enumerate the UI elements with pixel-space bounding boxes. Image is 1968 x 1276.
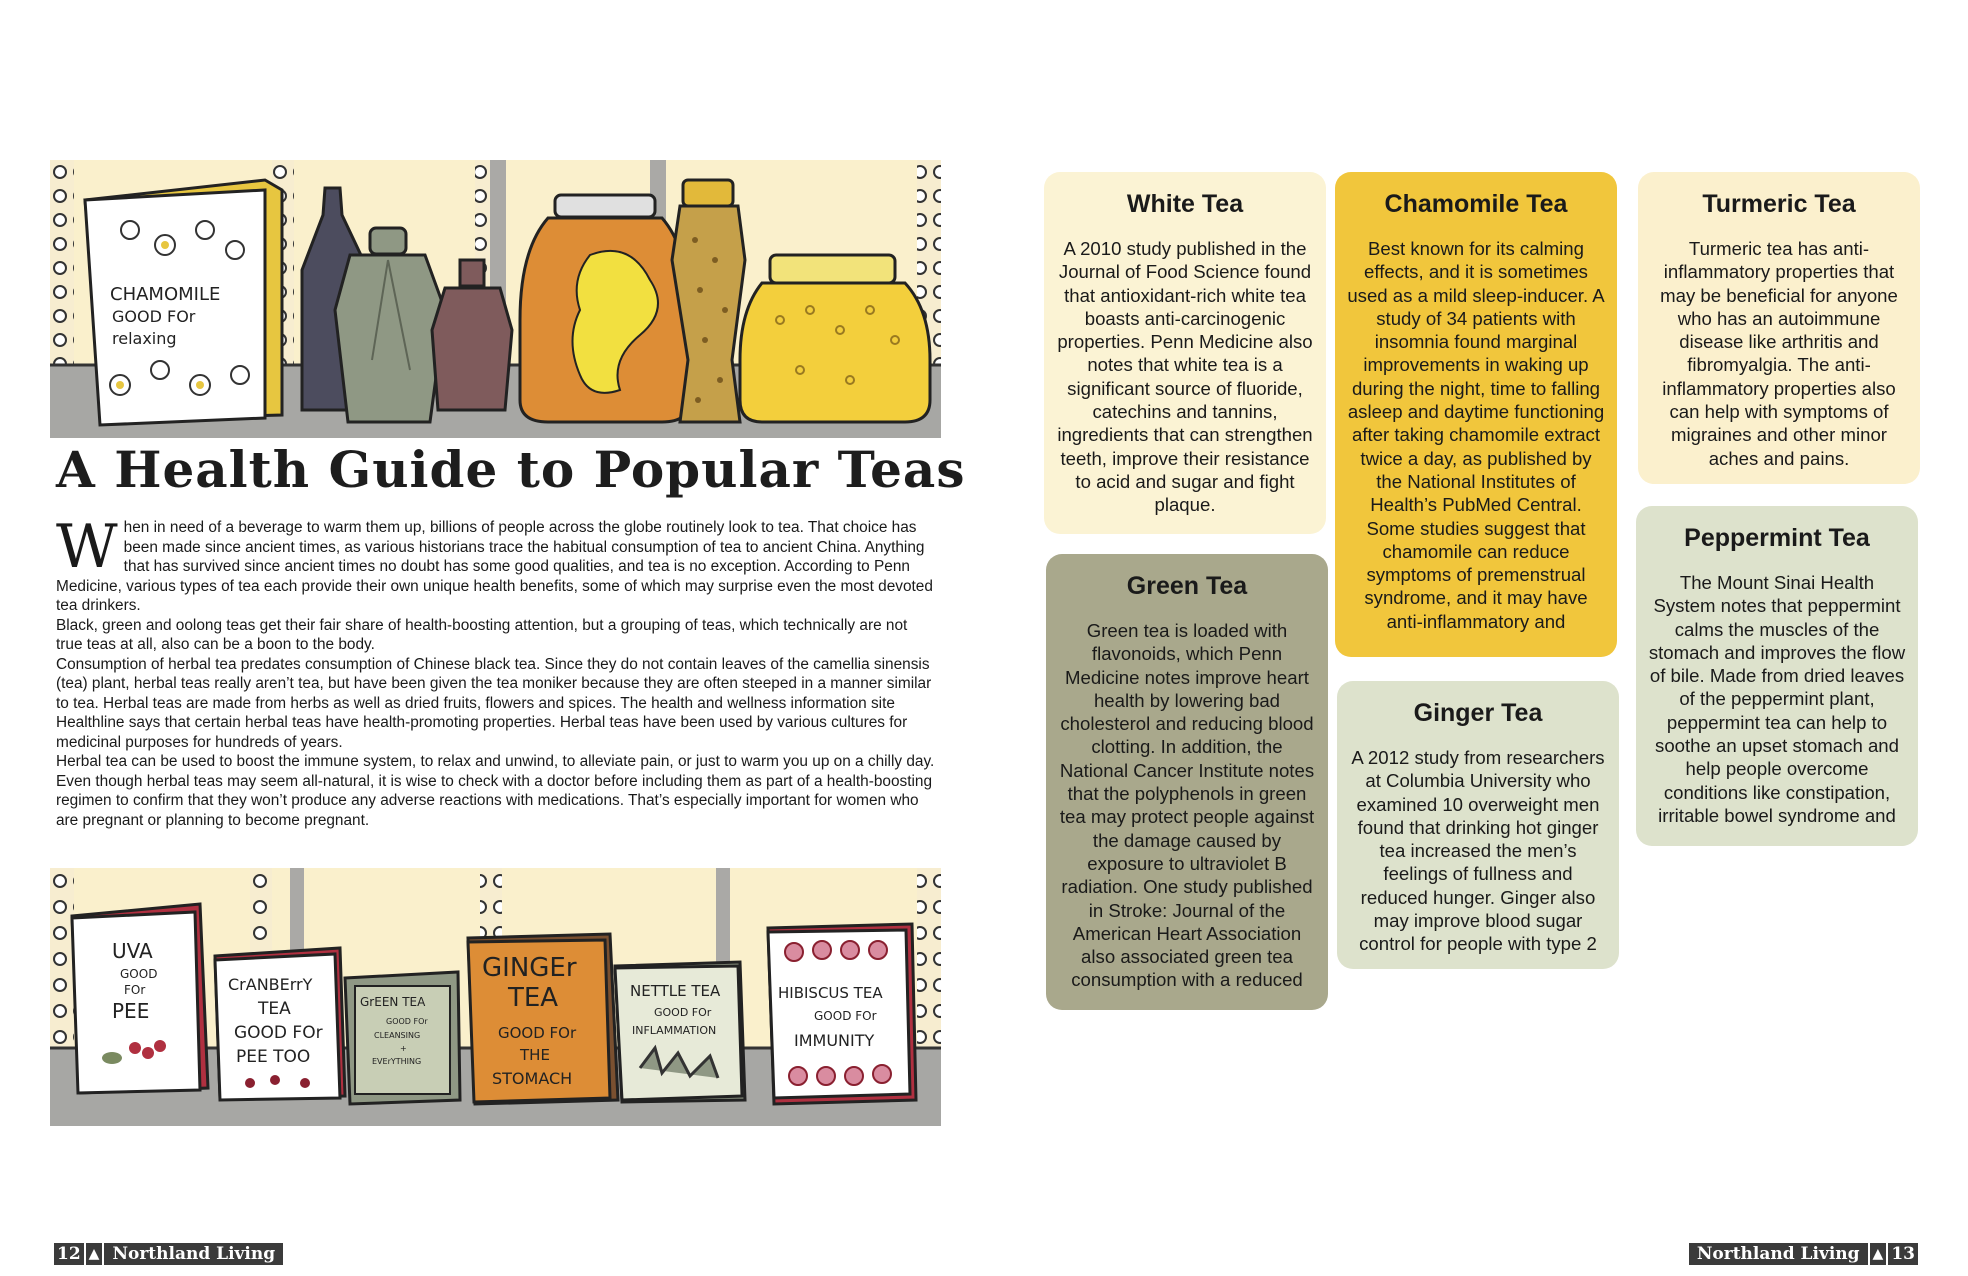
uva-tea-box: [72, 904, 208, 1093]
uva-line2: GOOD: [120, 967, 158, 981]
intro-text: hen in need of a beverage to warm them up, billions of people across the globe routinely look to tea. That choice has been made since ancient times, as various historians trace the habitual consumption of tea to ancient China. Anything that has survived since ancient times no doubt has some good qualities, and tea is no exception. According to Penn Medicine, various types of tea each provide their own unique health benefits, some of which may surprise even the most devoted tea drinkers.: [56, 519, 933, 614]
magazine-name: Northland Living: [1689, 1243, 1868, 1265]
ginger-line2: TEA: [508, 983, 559, 1013]
hibiscus-line1: HIBISCUS TEA: [778, 984, 883, 1002]
hibiscus-line3: IMMUNITY: [794, 1031, 875, 1050]
ginger-tea-box: [468, 934, 618, 1104]
ginger-line3: GOOD FOr: [498, 1024, 577, 1042]
nettle-line2: GOOD FOr: [654, 1006, 712, 1019]
article-headline: A Health Guide to Popular Teas: [56, 440, 966, 499]
card-title: Turmeric Tea: [1702, 190, 1856, 218]
green-box-line1: GrEEN TEA: [360, 995, 426, 1009]
tree-icon: ▲: [1870, 1243, 1887, 1265]
footer-left: [54, 1243, 283, 1265]
turmeric-tea-card: [1638, 172, 1920, 484]
chamomile-box-line3: relaxing: [112, 329, 177, 348]
uva-line1: UVA: [112, 939, 153, 963]
peppermint-tea-card: [1636, 506, 1918, 846]
uva-line3: FOr: [124, 983, 146, 997]
card-text: A 2010 study published in the Journal of Food Science found that antioxidant-rich white tea boasts anti-carcinogenic properties. Penn Medicine also notes that white tea is a significant source of fluoride, catechins and tannins, ingredients that can strengthen teeth, improve their resistance to acid and sugar and fight plaque.: [1057, 238, 1313, 516]
card-text: Turmeric tea has anti-inflammatory properties that may be beneficial for anyone who has an autoimmune disease like arthritis and fibromyalgia. The anti-inflammatory properties also can help with symptoms of migraines and other minor aches and pains.: [1660, 238, 1898, 469]
cranberry-line4: PEE TOO: [236, 1047, 311, 1067]
body-paragraph: Black, green and oolong teas get their fair share of health-boosting attention, but a grouping of teas, which technically are not true teas at all, also can be a boon to the body.: [56, 616, 908, 653]
chamomile-tea-card: [1335, 172, 1617, 657]
body-paragraph: Herbal tea can be used to boost the immune system, to relax and unwind, to alleviate pain, or just to warm you up on a chilly day. Even though herbal teas may seem all-natural, it is wise to check with a doctor before including them as part of a health-boosting regimen to confirm that they won’t produce any adverse reactions with medications. That’s especially important for women who are pregnant or planning to become pregnant.: [56, 753, 935, 829]
card-title: White Tea: [1126, 190, 1244, 218]
card-text: Green tea is loaded with flavonoids, which Penn Medicine notes improve heart health by lowering bad cholesterol and reducing blood clotting. In addition, the National Cancer Institute notes that the polyphenols in green tea may protect people against the damage caused by exposure to ultraviolet B radiation. One study published in Stroke: Journal of the American Heart Association also associated green tea consumption with a reduced: [1059, 620, 1315, 991]
ginger-line4: THE: [520, 1046, 550, 1064]
hibiscus-line2: GOOD FOr: [814, 1009, 877, 1023]
bottom-tea-boxes-illustration: [50, 868, 941, 1126]
green-tea-card: [1046, 554, 1328, 1010]
card-text: The Mount Sinai Health System notes that peppermint calms the muscles of the stomach and improves the flow of bile. Made from dried leaves of the peppermint plant, peppermint tea can help to soothe an upset stomach and help people overcome conditions like constipation, irritable bowel syndrome and: [1648, 572, 1906, 826]
drop-cap: W: [56, 512, 118, 582]
green-box-line2: GOOD FOr: [386, 1017, 428, 1026]
cranberry-tea-box: [215, 948, 345, 1100]
green-box-line5: EVErYTHING: [372, 1057, 422, 1066]
ginger-tea-card: [1337, 681, 1619, 969]
white-tea-card: [1044, 172, 1326, 534]
top-tea-jars-illustration: [50, 160, 941, 438]
article-body: [56, 512, 936, 830]
ginger-line1: GINGEr: [482, 953, 577, 983]
magazine-name: Northland Living: [104, 1243, 283, 1265]
hibiscus-tea-box: [768, 924, 916, 1104]
orange-jar: [520, 195, 690, 422]
cranberry-line3: GOOD FOr: [234, 1023, 323, 1043]
green-tea-box: [345, 972, 460, 1104]
card-title: Green Tea: [1126, 572, 1248, 600]
chamomile-box-line1: CHAMOMILE: [110, 284, 221, 305]
body-paragraph: Consumption of herbal tea predates consumption of Chinese black tea. Since they do not contain leaves of the camellia sinensis (tea) plant, herbal teas really aren’t tea, but have been given the tea moniker because they are often steeped in a manner similar to tea. Herbal teas are made from herbs as well as dried fruits, flowers and spices. The health and wellness information site Healthline says that certain herbal teas have health-promoting properties. Herbal teas have been used by various cultures for medicinal purposes for hundreds of years.: [56, 655, 932, 751]
cranberry-line1: CrANBErrY: [228, 975, 313, 994]
tree-icon: ▲: [86, 1243, 103, 1265]
chamomile-box-line2: GOOD FOr: [112, 307, 196, 326]
nettle-line3: INFLAMMATION: [632, 1024, 717, 1037]
footer-right: [1689, 1243, 1918, 1265]
green-box-line4: +: [400, 1044, 407, 1053]
intro-paragraph: [56, 512, 936, 616]
page-number: 13: [1888, 1243, 1918, 1265]
uva-line4: PEE: [112, 999, 150, 1023]
green-box-line3: CLEANSING: [374, 1031, 421, 1040]
cranberry-line2: TEA: [258, 999, 291, 1019]
card-title: Ginger Tea: [1413, 699, 1543, 727]
card-text: A 2012 study from researchers at Columbia University who examined 10 overweight men found that drinking hot ginger tea increased the men’s feelings of fullness and reduced hunger. Ginger also may improve blood sugar control for people with type 2: [1351, 747, 1605, 955]
page-number: 12: [54, 1243, 84, 1265]
nettle-line1: NETTLE TEA: [630, 982, 721, 1000]
nettle-tea-box: [615, 962, 745, 1102]
ginger-line5: STOMACH: [492, 1069, 573, 1088]
chamomile-box: [85, 180, 282, 425]
card-title: Chamomile Tea: [1384, 190, 1568, 218]
card-text: Best known for its calming effects, and it is sometimes used as a mild sleep-inducer. A study of 34 patients with insomnia found marginal improvements in waking up during the night, time to falling asleep and daytime functioning after taking chamomile extract twice a day, as published by the National Institutes of Health’s PubMed Central. Some studies suggest that chamomile can reduce symptoms of premenstrual syndrome, and it may have anti-inflammatory and: [1347, 238, 1605, 632]
card-title: Peppermint Tea: [1684, 524, 1870, 552]
